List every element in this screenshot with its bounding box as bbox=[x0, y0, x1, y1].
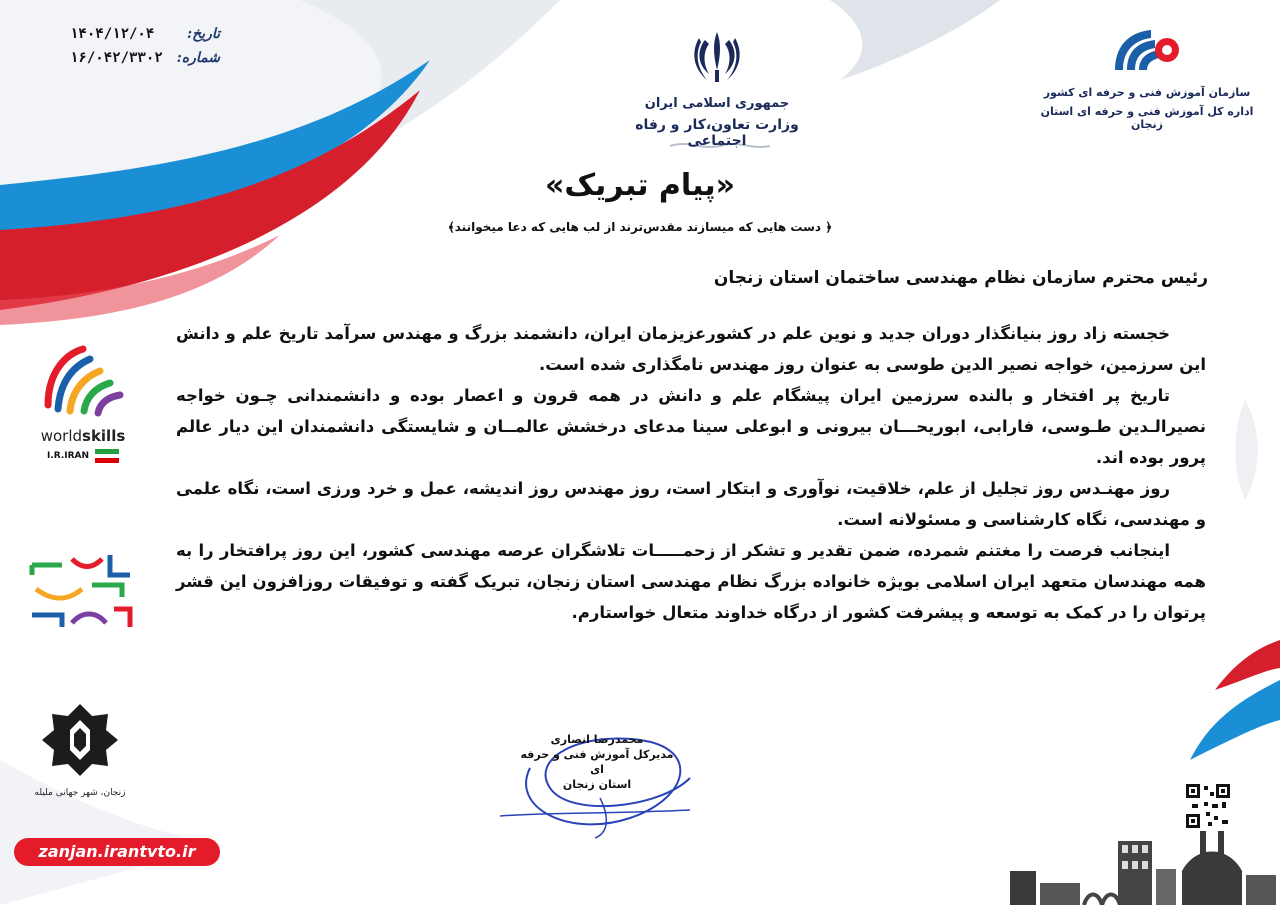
website-link[interactable]: zanjan.irantvto.ir bbox=[14, 838, 220, 866]
body-paragraph: خجسته زاد روز بنیانگذار دوران جدید و نوین علم در کشورعزیزمان ایران، دانشمند بزرگ و مهندس سرآمد تاریخ علم و دانش این سرزمین، خواجه نصیر الدین طوسی به عنوان روز مهندس نامگذاری شده است. bbox=[176, 324, 1206, 374]
signer-role: مدیرکل آموزش فنی و حرفه ای bbox=[520, 748, 674, 776]
worldskills-word1: world bbox=[40, 427, 83, 445]
iran-emblem-icon bbox=[687, 26, 747, 86]
signer-name: محمدرضا انصاری bbox=[550, 733, 644, 746]
letter-body bbox=[176, 318, 1206, 628]
signer-province: استان زنجان bbox=[562, 778, 632, 791]
page-subtitle: ﴿ دست هایی که میسازند مقدس‌ترند از لب هایی که دعا میخوانند﴾ bbox=[447, 220, 833, 234]
date-label: تاریخ: bbox=[186, 26, 220, 42]
iran-flag-icon bbox=[95, 449, 119, 463]
government-name: جمهوری اسلامی ایران bbox=[644, 96, 790, 111]
number-value: ۱۶/۰۴۲/۳۳۰۲ bbox=[70, 50, 163, 66]
organization-name: سازمان آموزش فنی و حرفه ای کشور bbox=[1043, 86, 1251, 99]
zanjan-caption: زنجان، شهر جهانی ملیله bbox=[34, 788, 126, 798]
city-skyline-illustration bbox=[1000, 825, 1280, 905]
worldskills-country-label: I.R.IRAN bbox=[46, 451, 90, 461]
number-row bbox=[70, 46, 220, 70]
body-paragraph: اینجانب فرصت را مغتنم شمرده، ضمن تقدیر و تشکر از زحمـــــات تلاشگران عرصه مهندسی کشور، این روز پرافتخار را به همه مهندسان متعهد ایران اسلامی بویژه خانواده بزرگ نظام مهندسی استان زنجان، تبریک گفته و توفیقات روزافزون این قشر پرتوان را در کمک به توسعه و پیشرفت کشور از درگاه خداوند متعال خواستارم. bbox=[176, 541, 1206, 622]
zanjan-city-logo bbox=[30, 700, 130, 798]
worldskills-emblem-icon bbox=[38, 335, 128, 425]
number-label: شماره: bbox=[176, 50, 220, 66]
body-paragraph: روز مهنـدس روز تجلیل از علم، خلاقیت، نوآوری و ابتکار است، روز مهندس روز اندیشه، عمل و خرد ورزی است، نگاه علمی و مهندسی، نگاه کارشناسی و مسئولانه است. bbox=[176, 479, 1206, 529]
page-title: «پیام تبریک» bbox=[544, 168, 736, 203]
provincial-office-name: اداره کل آموزش فنی و حرفه ای استان زنجان bbox=[1040, 105, 1254, 131]
worldskills-wordmark bbox=[28, 427, 138, 445]
signature-block bbox=[512, 732, 682, 792]
organization-header bbox=[1032, 26, 1262, 131]
worldskills-logo bbox=[28, 335, 138, 463]
worldskills-country bbox=[28, 449, 138, 463]
government-header bbox=[612, 26, 822, 149]
tvto-logo-icon bbox=[1111, 26, 1183, 74]
mili-maharat-logo-icon bbox=[22, 545, 137, 635]
recipient-line: رئیس محترم سازمان نظام مهندسی ساختمان استان زنجان bbox=[713, 268, 1208, 288]
date-row bbox=[70, 22, 220, 46]
date-value: ۱۴۰۴/۱۲/۰۴ bbox=[70, 26, 155, 42]
letter-meta bbox=[70, 22, 220, 70]
body-paragraph: تاریخ پر افتخار و بالنده سرزمین ایران پیشگام علم و دانش در همه قرون و اعصار بوده و دانشمندانی چـون خواجه نصیرالـدین طـوسی، فارابی، ابوریحـــان بیرونی و ابوعلی سینا مدعای درخشش عالمــان و شایستگی دانشمندان این دیار عالم پرور بوده اند. bbox=[176, 386, 1206, 467]
ministry-name: وزارت تعاون،کار و رفاه اجتماعی bbox=[635, 117, 799, 149]
worldskills-word2: skills bbox=[82, 427, 126, 445]
zanjan-emblem-icon bbox=[40, 700, 120, 780]
qr-code-icon bbox=[1184, 782, 1232, 830]
